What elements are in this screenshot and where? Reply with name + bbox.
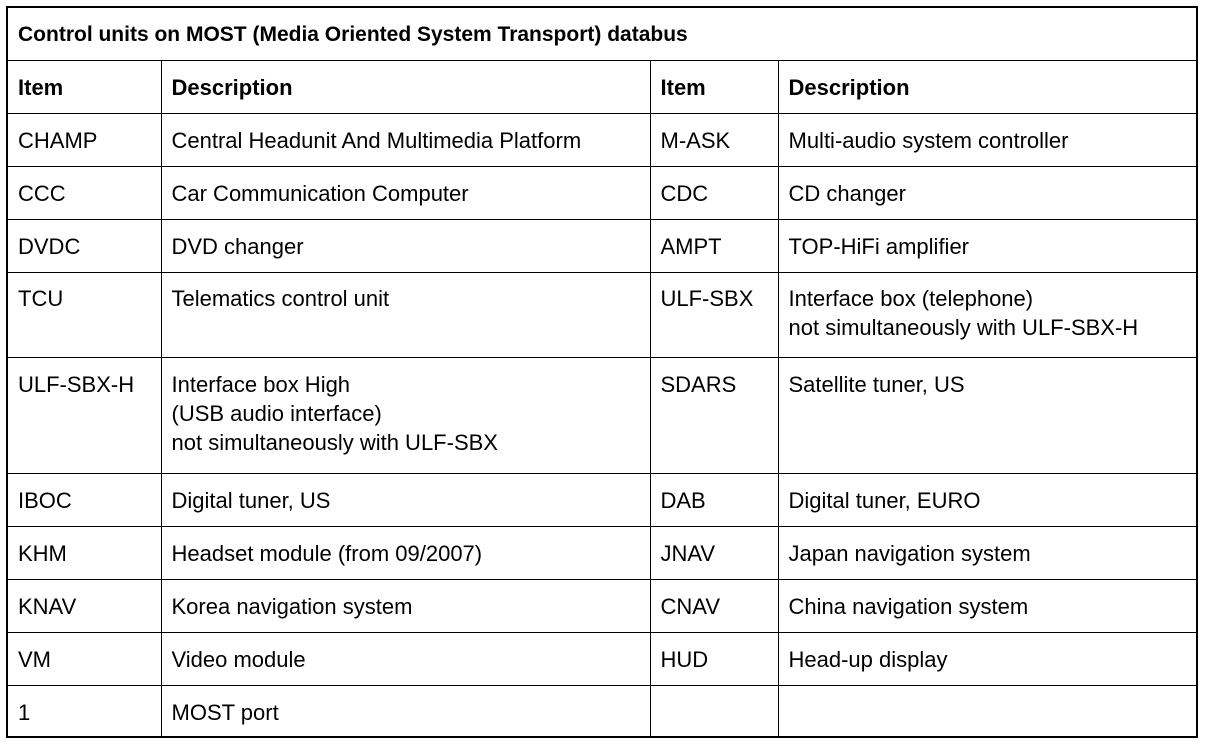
description-cell: Satellite tuner, US	[778, 358, 1196, 474]
item-cell: ULF-SBX	[650, 273, 778, 358]
description-cell: Car Communication Computer	[161, 167, 650, 220]
table-header-row	[8, 61, 1196, 114]
column-header-description-1: Description	[161, 61, 650, 114]
description-cell: TOP-HiFi amplifier	[778, 220, 1196, 273]
table-row	[8, 220, 1196, 273]
description-cell: China navigation system	[778, 580, 1196, 633]
table-title-row	[8, 8, 1196, 61]
item-cell: M-ASK	[650, 114, 778, 167]
item-cell: CCC	[8, 167, 161, 220]
control-units-table-frame	[6, 6, 1198, 738]
description-cell: Korea navigation system	[161, 580, 650, 633]
description-cell: DVD changer	[161, 220, 650, 273]
table-row	[8, 273, 1196, 358]
table-row	[8, 358, 1196, 474]
item-cell	[650, 686, 778, 739]
item-cell: AMPT	[650, 220, 778, 273]
item-cell: CHAMP	[8, 114, 161, 167]
item-cell: DAB	[650, 474, 778, 527]
item-cell: TCU	[8, 273, 161, 358]
description-cell: Japan navigation system	[778, 527, 1196, 580]
item-cell: VM	[8, 633, 161, 686]
item-cell: KNAV	[8, 580, 161, 633]
description-cell	[778, 686, 1196, 739]
column-header-description-2: Description	[778, 61, 1196, 114]
description-cell: Interface box (telephone) not simultaneously with ULF-SBX-H	[778, 273, 1196, 358]
item-cell: IBOC	[8, 474, 161, 527]
item-cell: 1	[8, 686, 161, 739]
description-cell: Digital tuner, US	[161, 474, 650, 527]
description-cell: Video module	[161, 633, 650, 686]
description-cell: Interface box High (USB audio interface) not simultaneously with ULF-SBX	[161, 358, 650, 474]
description-cell: Head-up display	[778, 633, 1196, 686]
description-cell: CD changer	[778, 167, 1196, 220]
description-cell: Digital tuner, EURO	[778, 474, 1196, 527]
description-cell: MOST port	[161, 686, 650, 739]
column-header-item-1: Item	[8, 61, 161, 114]
table-row	[8, 527, 1196, 580]
description-cell: Multi-audio system controller	[778, 114, 1196, 167]
table-row	[8, 167, 1196, 220]
table-title: Control units on MOST (Media Oriented System Transport) databus	[8, 8, 1196, 61]
item-cell: CNAV	[650, 580, 778, 633]
table-row	[8, 580, 1196, 633]
item-cell: KHM	[8, 527, 161, 580]
item-cell: SDARS	[650, 358, 778, 474]
item-cell: JNAV	[650, 527, 778, 580]
table-row	[8, 474, 1196, 527]
description-cell: Central Headunit And Multimedia Platform	[161, 114, 650, 167]
item-cell: CDC	[650, 167, 778, 220]
column-header-item-2: Item	[650, 61, 778, 114]
description-cell: Headset module (from 09/2007)	[161, 527, 650, 580]
control-units-table	[8, 8, 1196, 738]
item-cell: HUD	[650, 633, 778, 686]
item-cell: DVDC	[8, 220, 161, 273]
item-cell: ULF-SBX-H	[8, 358, 161, 474]
table-row	[8, 114, 1196, 167]
description-cell: Telematics control unit	[161, 273, 650, 358]
table-row	[8, 686, 1196, 739]
table-row	[8, 633, 1196, 686]
